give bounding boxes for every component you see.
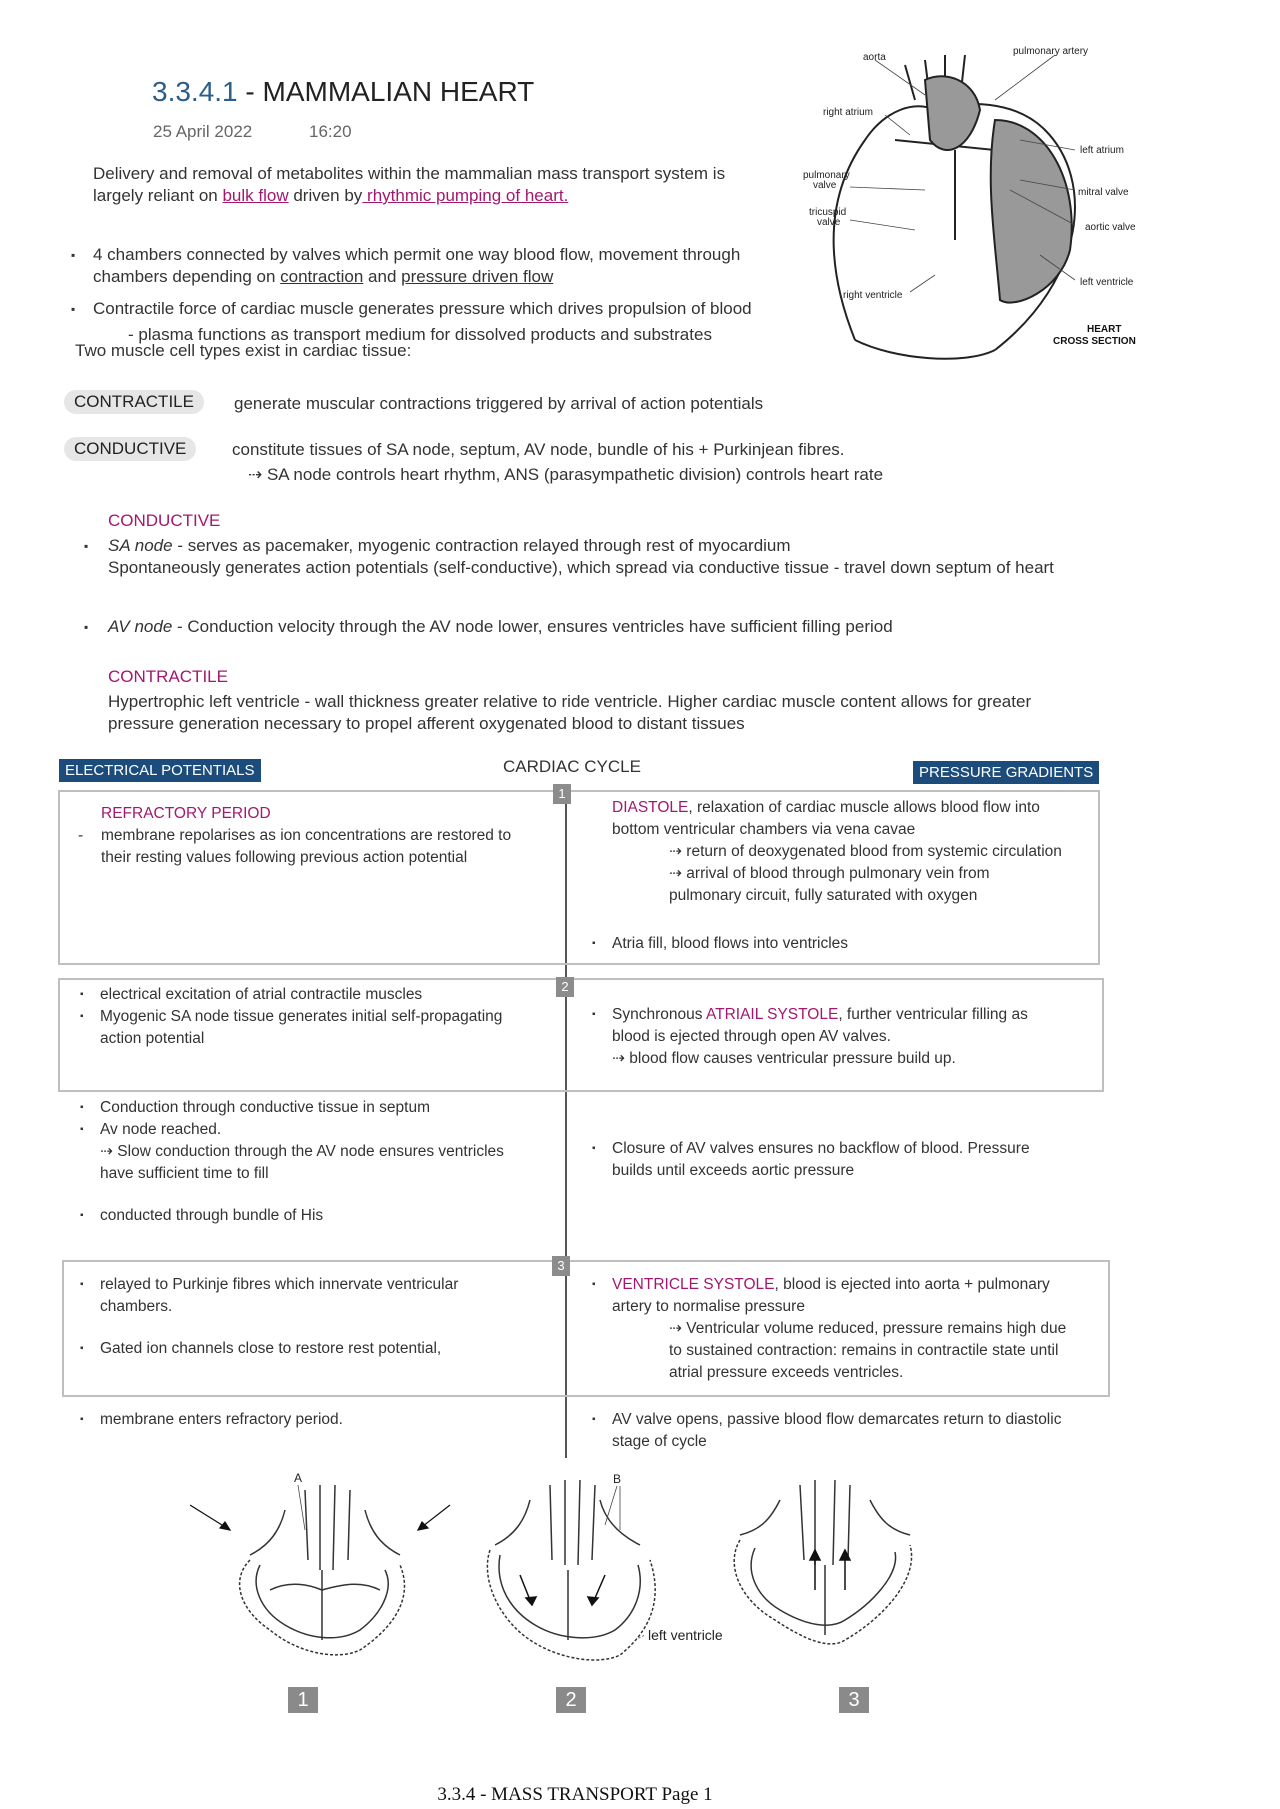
av-opens-line: stage of cycle [612, 1433, 707, 1450]
ventricle-systole-rest: , blood is ejected into aorta + pulmonary [774, 1276, 1050, 1293]
bullet-icon: ▪ [84, 539, 89, 553]
diagram-label-b: B [613, 1472, 622, 1486]
cycle-step-1: 1 [553, 784, 571, 804]
sa-node-line [108, 535, 1158, 557]
bullet-icon: ▪ [71, 302, 76, 316]
diastole-text: bottom ventricular chambers via vena cavae [612, 821, 916, 838]
bullet-icon: ▪ [84, 620, 89, 634]
ventricle-systole-line [612, 1274, 1100, 1296]
page-footer: 3.3.4 - MASS TRANSPORT Page 1 [437, 1784, 713, 1805]
excitation-text [78, 1006, 548, 1050]
conductive-tag: CONDUCTIVE [64, 437, 196, 461]
cycle-step-3: 3 [552, 1256, 570, 1276]
conduction-line: ▪ Av node reached. [100, 1121, 222, 1138]
page-title [152, 76, 534, 108]
purkinje-cell [78, 1274, 548, 1360]
ventricle-systole-line: artery to normalise pressure [612, 1298, 805, 1315]
bullet-text: Contractile force of cardiac muscle generates pressure which drives propulsion of blood [93, 299, 752, 318]
intro-line-2 [93, 185, 813, 207]
bullet-chambers [71, 244, 823, 288]
conduction-text [78, 1119, 548, 1185]
ventricle-systole-text [590, 1274, 1100, 1318]
underlined-term: contraction [280, 267, 364, 286]
label-left-ventricle: left ventricle [1080, 277, 1134, 288]
conductive-desc: constitute tissues of SA node, septum, AV node, bundle of his + Purkinjean fibres. [232, 440, 845, 459]
title-number: 3.3.4.1 [152, 76, 238, 107]
contractile-tag: CONTRACTILE [64, 390, 204, 414]
conduction-text: ▪ conducted through bundle of His [78, 1205, 548, 1227]
diastole-text: pulmonary circuit, fully saturated with oxygen [669, 887, 978, 904]
av-node-term: AV node [108, 617, 173, 636]
av-closure-cell [590, 1138, 1090, 1182]
sa-node-text-2: Spontaneously generates action potentials (self-conductive), which spread via conductive tissue - travel down septum of heart [108, 558, 1054, 577]
refractory-text [78, 825, 548, 869]
sa-node-item [84, 535, 1158, 579]
bullet-text: chambers depending on [93, 267, 281, 286]
excitation-line: action potential [100, 1030, 205, 1047]
refractory-heading: REFRACTORY PERIOD [101, 805, 271, 822]
bulk-flow-link[interactable]: bulk flow [222, 186, 289, 205]
diastole-line [612, 797, 1100, 819]
cardiac-cycle-title: CARDIAC CYCLE [503, 757, 641, 776]
ventricle-systole-line: atrial pressure exceeds ventricles. [669, 1364, 904, 1381]
aorta-shape [925, 76, 980, 150]
intro-text: largely reliant on [93, 186, 223, 205]
ventricle-systole-term: VENTRICLE SYSTOLE [612, 1276, 775, 1293]
sub-bullet-plasma: - plasma functions as transport medium for dissolved products and substrates [128, 325, 712, 344]
sa-node-text: - serves as pacemaker, myogenic contraction relayed through rest of myocardium [172, 536, 791, 555]
atrial-systole-line [612, 1004, 1090, 1026]
label-pulmonary-valve: valve [813, 180, 837, 191]
label-tricuspid-valve: valve [817, 217, 841, 228]
cycle-step-2: 2 [556, 977, 574, 997]
purkinje-text: ▪ Gated ion channels close to restore rest potential, [78, 1338, 548, 1360]
av-node-item [84, 616, 1158, 638]
septum-conduction-cell [78, 1097, 548, 1227]
label-left-atrium: left atrium [1080, 145, 1124, 156]
av-closure-text [590, 1138, 1090, 1182]
underlined-term: pressure driven flow [401, 267, 554, 286]
atria-fill-text: ▪ Atria fill, blood flows into ventricles [590, 933, 1090, 955]
purkinje-text [78, 1274, 548, 1318]
intro-text: driven by [288, 186, 363, 205]
bullet-text: 4 chambers connected by valves which permit one way blood flow, movement through [93, 245, 741, 264]
caption-heart: HEART [1087, 324, 1122, 335]
conductive-heading: CONDUCTIVE [108, 511, 221, 530]
two-muscle-types: Two muscle cell types exist in cardiac tissue: [75, 341, 412, 360]
av-node-text: - Conduction velocity through the AV node lower, ensures ventricles have sufficient filling period [172, 617, 893, 636]
diagram-label-left-ventricle: left ventricle [648, 1627, 723, 1643]
conductive-desc-2: ⇢ SA node controls heart rhythm, ANS (parasympathetic division) controls heart rate [248, 465, 884, 484]
purkinje-line: ▪ relayed to Purkinje fibres which innervate ventricular [100, 1276, 459, 1293]
caption-cross-section: CROSS SECTION [1053, 336, 1136, 347]
diastole-cell [612, 797, 1100, 907]
ventricle-systole-line: ⇢ Ventricular volume reduced, pressure remains high due [669, 1320, 1067, 1337]
refractory-entry-cell [78, 1409, 548, 1431]
av-opens-text [590, 1409, 1100, 1453]
atrial-systole-line: blood is ejected through open AV valves. [612, 1028, 891, 1045]
atrial-systole-line: ⇢ blood flow causes ventricular pressure build up. [612, 1050, 956, 1067]
excitation-line: ▪ Myogenic SA node tissue generates initial self-propagating [100, 1008, 503, 1025]
atrial-excitation-cell [78, 984, 548, 1050]
bullet-text [93, 266, 823, 288]
conduction-text: ▪ Conduction through conductive tissue in septum [78, 1097, 548, 1119]
contractile-heading: CONTRACTILE [108, 667, 228, 686]
refractory-line: their resting values following previous action potential [101, 849, 468, 866]
intro-line-1: Delivery and removal of metabolites within the mammalian mass transport system is [93, 164, 726, 183]
bullet-icon: ▪ [71, 248, 76, 262]
label-right-ventricle: right ventricle [843, 290, 903, 301]
dash-icon: - [78, 827, 84, 844]
heart-cross-section-diagram [795, 40, 1170, 360]
pressure-gradients-header: PRESSURE GRADIENTS [913, 761, 1099, 784]
atria-fill-cell [590, 933, 1090, 955]
bullet-text: and [363, 267, 402, 286]
heart-diagram-3 [720, 1470, 950, 1680]
diastole-text: ⇢ arrival of blood through pulmonary vein from [669, 865, 990, 882]
contractile-paragraph [108, 691, 1168, 735]
sa-node-term: SA node [108, 536, 173, 555]
av-closure-line: builds until exceeds aortic pressure [612, 1162, 855, 1179]
title-text: - MAMMALIAN HEART [237, 76, 535, 107]
av-closure-line: ▪ Closure of AV valves ensures no backflow of blood. Pressure [612, 1140, 1030, 1157]
diagram-label-a: A [294, 1471, 303, 1485]
rhythmic-pumping-link[interactable]: rhythmic pumping of heart. [362, 186, 569, 205]
atrial-systole-text [590, 1004, 1090, 1070]
label-tricuspid-valve: tricuspid [809, 207, 847, 218]
diagram-number-2: 2 [556, 1687, 586, 1713]
label-pulmonary-artery: pulmonary artery [1013, 46, 1089, 57]
excitation-text: ▪ electrical excitation of atrial contractile muscles [78, 984, 548, 1006]
atrial-systole-cell [590, 1004, 1090, 1070]
av-opens-line: ▪ AV valve opens, passive blood flow demarcates return to diastolic [612, 1411, 1062, 1428]
contractile-desc: generate muscular contractions triggered by arrival of action potentials [234, 394, 764, 413]
label-aortic-valve: aortic valve [1085, 222, 1136, 233]
intro-paragraph [93, 163, 813, 207]
purkinje-line: chambers. [100, 1298, 173, 1315]
av-opens-cell [590, 1409, 1100, 1453]
electrical-potentials-header: ELECTRICAL POTENTIALS [59, 759, 261, 782]
heart-diagram-1 [190, 1470, 460, 1680]
refractory-line: membrane repolarises as ion concentrations are restored to [101, 827, 512, 844]
diastole-term: DIASTOLE [612, 799, 689, 816]
diastole-text: , relaxation of cardiac muscle allows blood flow into [688, 799, 1040, 816]
label-mitral-valve: mitral valve [1078, 187, 1129, 198]
contractile-line-2: pressure generation necessary to propel afferent oxygenated blood to distant tissues [108, 714, 745, 733]
atrial-systole-pre: Synchronous [612, 1006, 706, 1023]
atrial-systole-rest: , further ventricular filling as [838, 1006, 1028, 1023]
diastole-text: ⇢ return of deoxygenated blood from systemic circulation [669, 843, 1062, 860]
label-right-atrium: right atrium [823, 107, 874, 118]
label-pulmonary-valve: pulmonary [803, 170, 850, 181]
contractile-line-1: Hypertrophic left ventricle - wall thickness greater relative to ride ventricle. Higher cardiac muscle content allows for greater [108, 692, 1032, 711]
ventricle-systole-line: to sustained contraction: remains in contractile state until [669, 1342, 1059, 1359]
label-aorta: aorta [863, 52, 886, 63]
diagram-number-3: 3 [839, 1687, 869, 1713]
diagram-number-1: 1 [288, 1687, 318, 1713]
ventricle-systole-detail [590, 1318, 1100, 1384]
refractory-entry-text: ▪ membrane enters refractory period. [78, 1409, 548, 1431]
ventricle-systole-cell [590, 1274, 1100, 1384]
page-time: 16:20 [309, 122, 352, 141]
atrial-systole-term: ATRIAIL SYSTOLE [705, 1006, 839, 1023]
conduction-line: ⇢ Slow conduction through the AV node ensures ventricles [100, 1143, 504, 1160]
bullet-contractile-force [71, 298, 833, 320]
conduction-line: have sufficient time to fill [100, 1165, 269, 1182]
refractory-period-cell [78, 803, 548, 869]
page-date: 25 April 2022 [153, 122, 253, 141]
